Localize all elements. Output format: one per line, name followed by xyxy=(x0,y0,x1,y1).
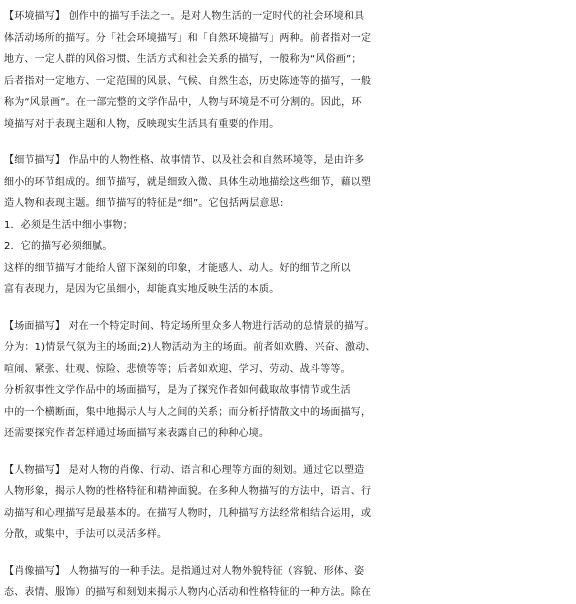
text-line: 1．必须是生活中细小事物； xyxy=(4,219,133,231)
text-line: 【肖像描写】 人物描写的一种手法。是指通过对人物外貌特征（容貌、形体、姿 xyxy=(4,565,365,577)
section-portrait xyxy=(4,561,572,604)
text-line: 境描写对于表现主题和人物，反映现实生活具有重要的作用。 xyxy=(4,118,280,130)
text-line: 这样的细节描写才能给人留下深刻的印象，才能感人、动人。好的细节之所以 xyxy=(4,262,351,274)
section-character xyxy=(4,460,572,546)
section-gap xyxy=(4,546,572,561)
text-line: 还需要探究作者怎样通过场面描写来表露自己的种种心境。 xyxy=(4,428,270,439)
section-gap xyxy=(4,301,572,316)
text-line: 富有表现力，是因为它虽细小，却能真实地反映生活的本质。 xyxy=(4,284,280,295)
text-line: 2．它的描写必须细腻。 xyxy=(4,241,113,252)
section-gap xyxy=(4,135,572,150)
document-page xyxy=(4,6,572,604)
text-line: 分为：1)情景气氛为主的场面;2)人物活动为主的场面。前者如欢腾、兴奋、激动、 xyxy=(4,342,376,353)
text-line: 分散，或集中，手法可以灵活多样。 xyxy=(4,529,168,540)
text-line: 动描写和心理描写是最基本的。在描写人物时，几种描写方法经常相结合运用，或 xyxy=(4,507,372,519)
text-line: 细小的环节组成的。细节描写，就是细致入微、具体生动地描绘这些细节，藉以塑 xyxy=(4,176,372,188)
text-line: 态、表情、服饰）的描写和刻划来揭示人物内心活动和性格特征的一种方法。除在 xyxy=(4,587,372,598)
section-environment xyxy=(4,6,572,135)
text-line: 称为“风景画”。在一部完整的文学作品中，人物与环境是不可分割的。因此，环 xyxy=(4,97,362,108)
text-line: 【人物描写】 是对人物的肖像、行动、语言和心理等方面的刻划。通过它以塑造 xyxy=(4,464,365,476)
text-line: 分析叙事性文学作品中的场面描写，是为了探究作者如何截取故事情节或生活 xyxy=(4,385,351,396)
section-gap xyxy=(4,445,572,460)
text-line: 【环境描写】 创作中的描写手法之一。是对人物生活的一定时代的社会环境和具 xyxy=(4,11,365,22)
text-line: 人物形象，揭示人物的性格特征和精神面貌。在多种人物描写的方法中，语言、行 xyxy=(4,486,372,497)
text-line: 体活动场所的描写。分「社会环境描写」和「自然环境描写」两种。前者指对一定 xyxy=(4,32,372,44)
section-detail xyxy=(4,150,572,301)
text-line: 造人物和表现主题。细节描写的特征是“细”。它包括两层意思: xyxy=(4,198,284,209)
text-line: 后者指对一定地方、一定范围的风景、气候、自然生态，历史陈迹等的描写，一般 xyxy=(4,75,372,87)
text-line: 喧闹、紧张、壮观、惊险、悲愤等等；后者如欢迎、学习、劳动、战斗等等。 xyxy=(4,363,351,375)
section-scene xyxy=(4,316,572,445)
text-line: 中的一个横断面，集中地揭示人与人之间的关系；而分析抒情散文中的场面描写， xyxy=(4,406,372,418)
text-line: 地方、一定人群的风俗习惯、生活方式和社会关系的描写，一般称为“风俗画”； xyxy=(4,54,362,65)
text-line: 【细节描写】 作品中的人物性格、故事情节、以及社会和自然环境等，是由许多 xyxy=(4,155,365,166)
text-line: 【场面描写】 对在一个特定时间、特定场所里众多人物进行活动的总情景的描写。 xyxy=(4,320,375,332)
